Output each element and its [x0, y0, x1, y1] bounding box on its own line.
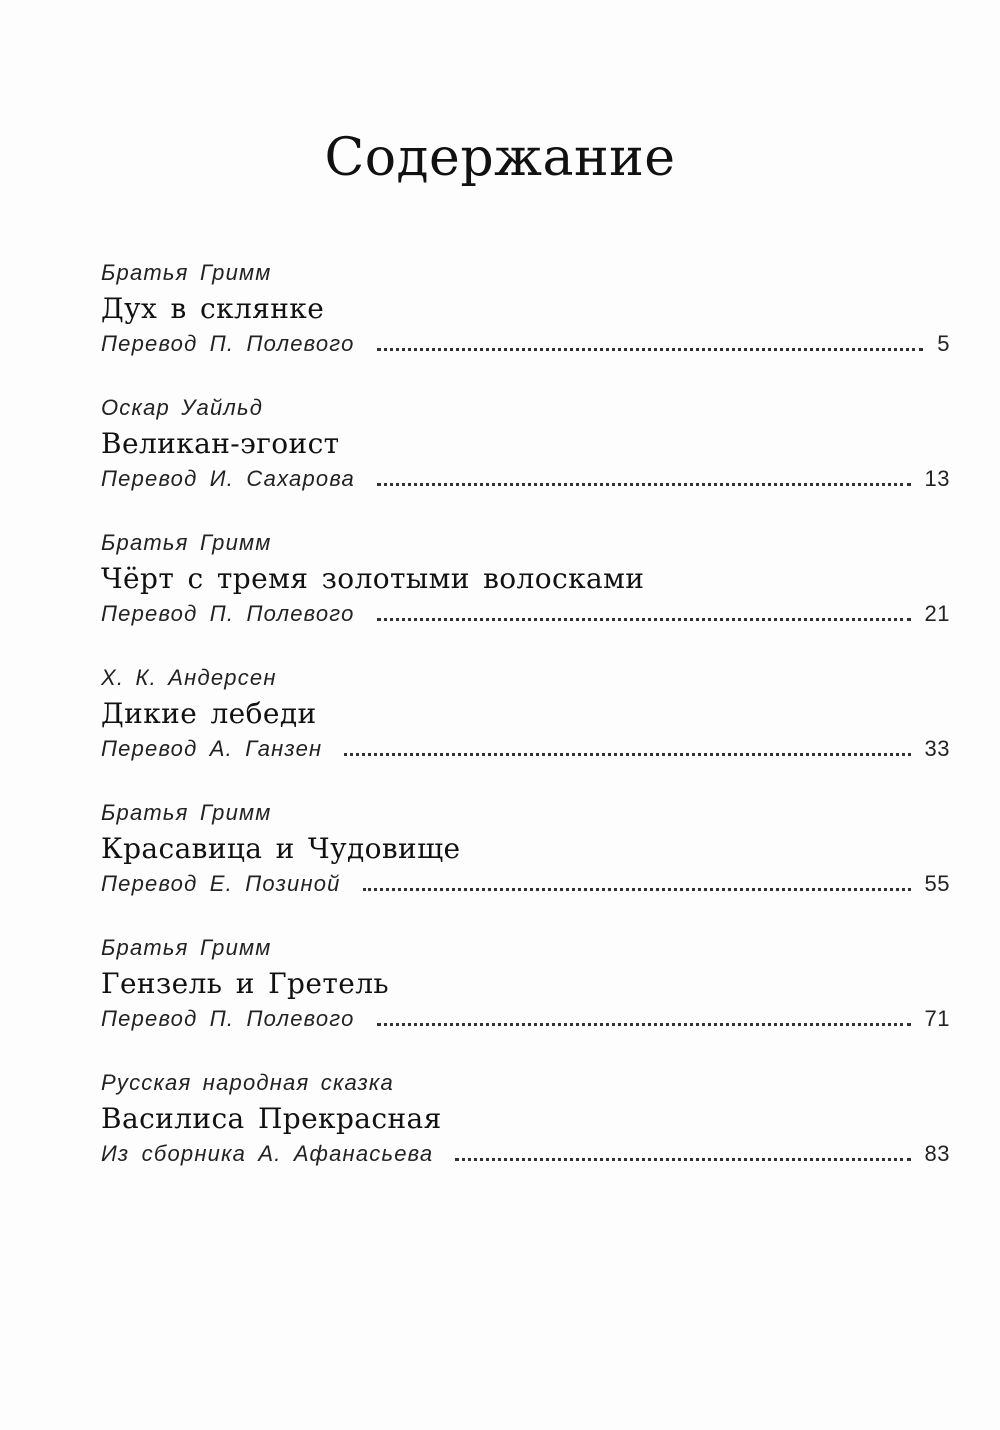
entry-translator: Из сборника А. Афанасьева: [101, 1141, 434, 1166]
entry-page-number: 13: [924, 466, 950, 491]
entry-page-number: 33: [924, 736, 950, 761]
entry-story-title: Чёрт с тремя золотыми волосками: [101, 562, 645, 595]
entry-story-title: Великан-эгоист: [101, 427, 340, 460]
entry-story-title: Красавица и Чудовище: [101, 832, 461, 865]
toc-entry: [101, 393, 950, 528]
page-title: Содержание: [324, 128, 676, 188]
dot-leader: [455, 1158, 910, 1161]
entry-story-title: Дух в склянке: [101, 292, 325, 325]
entry-translator-line: [101, 734, 950, 764]
entry-translator: Перевод Е. Позиной: [101, 871, 341, 896]
entry-author: Братья Гримм: [101, 800, 272, 825]
entry-story-title: Дикие лебеди: [101, 697, 317, 730]
dot-leader: [363, 888, 911, 891]
entry-author: Оскар Уайльд: [101, 395, 264, 420]
toc-entry: [101, 258, 950, 393]
entry-translator: Перевод И. Сахарова: [101, 466, 355, 491]
entry-author: Х. К. Андерсен: [101, 665, 277, 690]
entry-translator: Перевод А. Ганзен: [101, 736, 323, 761]
toc-entry: [101, 663, 950, 798]
toc-entry: [101, 528, 950, 663]
toc-entry: [101, 798, 950, 933]
table-of-contents: [101, 258, 950, 1203]
entry-story-title: Василиса Прекрасная: [101, 1102, 442, 1135]
entry-author: Братья Гримм: [101, 935, 272, 960]
entry-author: Братья Гримм: [101, 530, 272, 555]
entry-translator-line: [101, 329, 950, 359]
dot-leader: [377, 348, 924, 351]
entry-author: Братья Гримм: [101, 260, 272, 285]
toc-entry: [101, 1068, 950, 1203]
entry-page-number: 21: [924, 601, 950, 626]
entry-page-number: 83: [924, 1141, 950, 1166]
entry-page-number: 55: [924, 871, 950, 896]
entry-translator-line: [101, 599, 950, 629]
entry-translator-line: [101, 1004, 950, 1034]
entry-translator: Перевод П. Полевого: [101, 601, 355, 626]
toc-entry: [101, 933, 950, 1068]
entry-author: Русская народная сказка: [101, 1070, 394, 1095]
entry-page-number: 71: [924, 1006, 950, 1031]
entry-translator: Перевод П. Полевого: [101, 1006, 355, 1031]
entry-page-number: 5: [937, 331, 950, 356]
dot-leader: [377, 618, 911, 621]
dot-leader: [344, 753, 910, 756]
entry-translator-line: [101, 1139, 950, 1169]
entry-translator-line: [101, 869, 950, 899]
entry-translator: Перевод П. Полевого: [101, 331, 355, 356]
dot-leader: [377, 483, 911, 486]
entry-story-title: Гензель и Гретель: [101, 967, 390, 1000]
dot-leader: [377, 1023, 911, 1026]
entry-translator-line: [101, 464, 950, 494]
